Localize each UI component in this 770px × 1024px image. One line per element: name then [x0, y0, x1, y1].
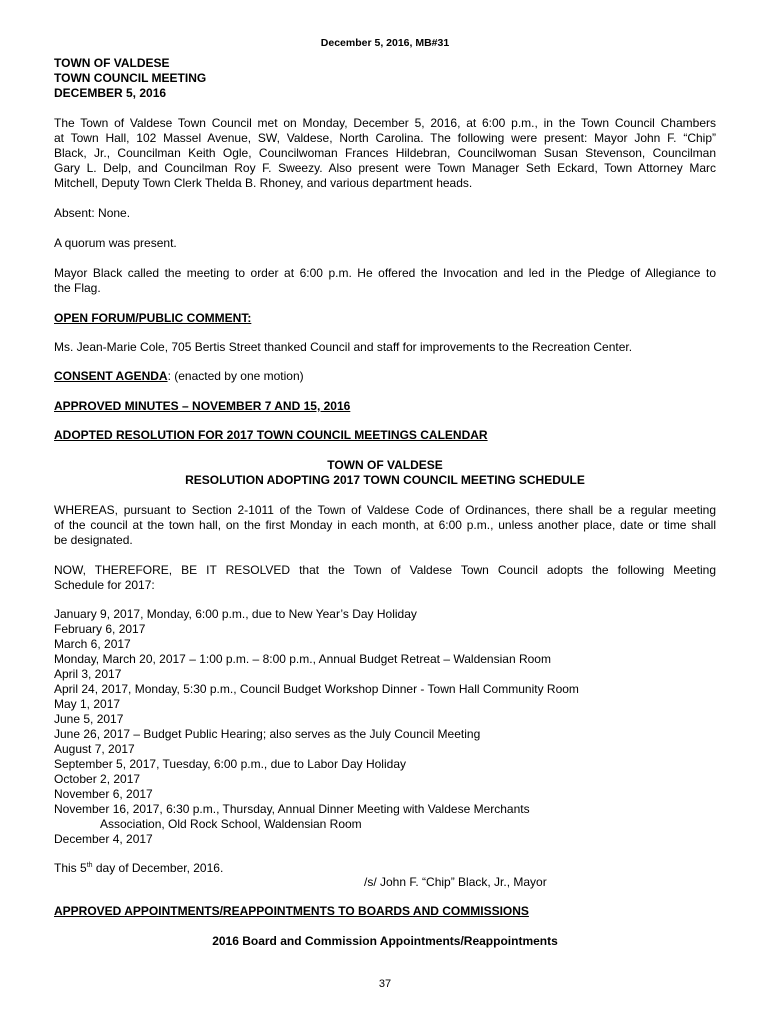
appointments-subheading: 2016 Board and Commission Appointments/Reappointments — [212, 934, 558, 948]
absent-text: Absent: None. — [54, 206, 131, 220]
intro-line: Black, Jr., Councilman Keith Ogle, Councilwoman Frances Hildebran, Councilwoman Susan Stevenson, Councilman — [54, 146, 716, 160]
quorum-text: A quorum was present. — [54, 236, 177, 250]
signing-date — [54, 861, 716, 876]
whereas-line: be designated. — [54, 533, 133, 547]
schedule-item: August 7, 2017 — [54, 742, 135, 756]
open-forum-heading: OPEN FORUM/PUBLIC COMMENT: — [54, 311, 252, 325]
intro-paragraph — [54, 116, 716, 191]
page-number: 37 — [378, 978, 392, 990]
meeting-schedule — [54, 607, 716, 847]
resolution-title-line: RESOLUTION ADOPTING 2017 TOWN COUNCIL MEETING SCHEDULE — [185, 473, 585, 487]
signing-date-suffix: th — [86, 862, 93, 869]
intro-line: Gary L. Delp, and Councilman Roy F. Sweezy. Also present were Town Manager Seth Eckard, Town Attorney Marc — [54, 161, 716, 175]
now-therefore-line: NOW, THEREFORE, BE IT RESOLVED that the Town of Valdese Town Council adopts the following Meeting — [54, 563, 716, 577]
schedule-item: Monday, March 20, 2017 – 1:00 p.m. – 8:00 p.m., Annual Budget Retreat – Waldensian Room — [54, 652, 551, 666]
intro-line: at Town Hall, 102 Massel Avenue, SW, Valdese, North Carolina. The following were present: Mayor John F. “Chip” — [54, 131, 716, 145]
schedule-item: March 6, 2017 — [54, 637, 131, 651]
consent-agenda-heading: CONSENT AGENDA — [54, 369, 168, 383]
schedule-item-continuation: Association, Old Rock School, Waldensian Room — [100, 817, 362, 831]
schedule-item: June 5, 2017 — [54, 712, 124, 726]
schedule-item: May 1, 2017 — [54, 697, 121, 711]
whereas-line: WHEREAS, pursuant to Section 2-1011 of the Town of Valdese Code of Ordinances, there shall be a regular meeting — [54, 503, 716, 517]
schedule-item: January 9, 2017, Monday, 6:00 p.m., due to New Year’s Day Holiday — [54, 607, 417, 621]
call-to-order-line: the Flag. — [54, 281, 101, 295]
document-title — [54, 56, 716, 101]
schedule-item: November 6, 2017 — [54, 787, 153, 801]
schedule-item: November 16, 2017, 6:30 p.m., Thursday, Annual Dinner Meeting with Valdese Merchants — [54, 802, 530, 816]
title-line: DECEMBER 5, 2016 — [54, 86, 167, 100]
intro-line: Mitchell, Deputy Town Clerk Thelda B. Rhoney, and various department heads. — [54, 176, 473, 190]
call-to-order-paragraph — [54, 266, 716, 296]
title-line: TOWN OF VALDESE — [54, 56, 170, 70]
minutes-heading: APPROVED MINUTES – NOVEMBER 7 AND 15, 2016 — [54, 399, 351, 413]
now-therefore-paragraph — [54, 563, 716, 593]
resolution-heading: ADOPTED RESOLUTION FOR 2017 TOWN COUNCIL MEETINGS CALENDAR — [54, 428, 488, 442]
schedule-item: April 3, 2017 — [54, 667, 122, 681]
resolution-title-line: TOWN OF VALDESE — [327, 458, 443, 472]
mayor-signature: /s/ John F. “Chip” Black, Jr., Mayor — [364, 875, 547, 889]
running-header: December 5, 2016, MB#31 — [320, 37, 450, 49]
title-line: TOWN COUNCIL MEETING — [54, 71, 207, 85]
whereas-line: of the council at the town hall, on the first Monday in each month, at 6:00 p.m., unless another place, date or time shall — [54, 518, 716, 532]
consent-agenda-line — [54, 369, 716, 384]
appointments-heading: APPROVED APPOINTMENTS/REAPPOINTMENTS TO BOARDS AND COMMISSIONS — [54, 904, 529, 918]
signing-date-day: This 5 — [54, 861, 87, 875]
schedule-item: October 2, 2017 — [54, 772, 141, 786]
consent-agenda-note: : (enacted by one motion) — [167, 369, 304, 383]
schedule-item: June 26, 2017 – Budget Public Hearing; also serves as the July Council Meeting — [54, 727, 481, 741]
open-forum-text: Ms. Jean-Marie Cole, 705 Bertis Street thanked Council and staff for improvements to the Recreation Center. — [54, 340, 633, 354]
intro-line: The Town of Valdese Town Council met on Monday, December 5, 2016, at 6:00 p.m., in the Town Council Chambers — [54, 116, 716, 130]
schedule-item: September 5, 2017, Tuesday, 6:00 p.m., due to Labor Day Holiday — [54, 757, 406, 771]
whereas-paragraph — [54, 503, 716, 548]
schedule-item: December 4, 2017 — [54, 832, 153, 846]
schedule-item: February 6, 2017 — [54, 622, 146, 636]
now-therefore-line: Schedule for 2017: — [54, 578, 155, 592]
call-to-order-line: Mayor Black called the meeting to order at 6:00 p.m. He offered the Invocation and led in the Pledge of Allegiance to — [54, 266, 716, 280]
schedule-item: April 24, 2017, Monday, 5:30 p.m., Council Budget Workshop Dinner - Town Hall Community Room — [54, 682, 579, 696]
resolution-title — [54, 458, 716, 488]
signing-date-rest: day of December, 2016. — [92, 861, 224, 875]
